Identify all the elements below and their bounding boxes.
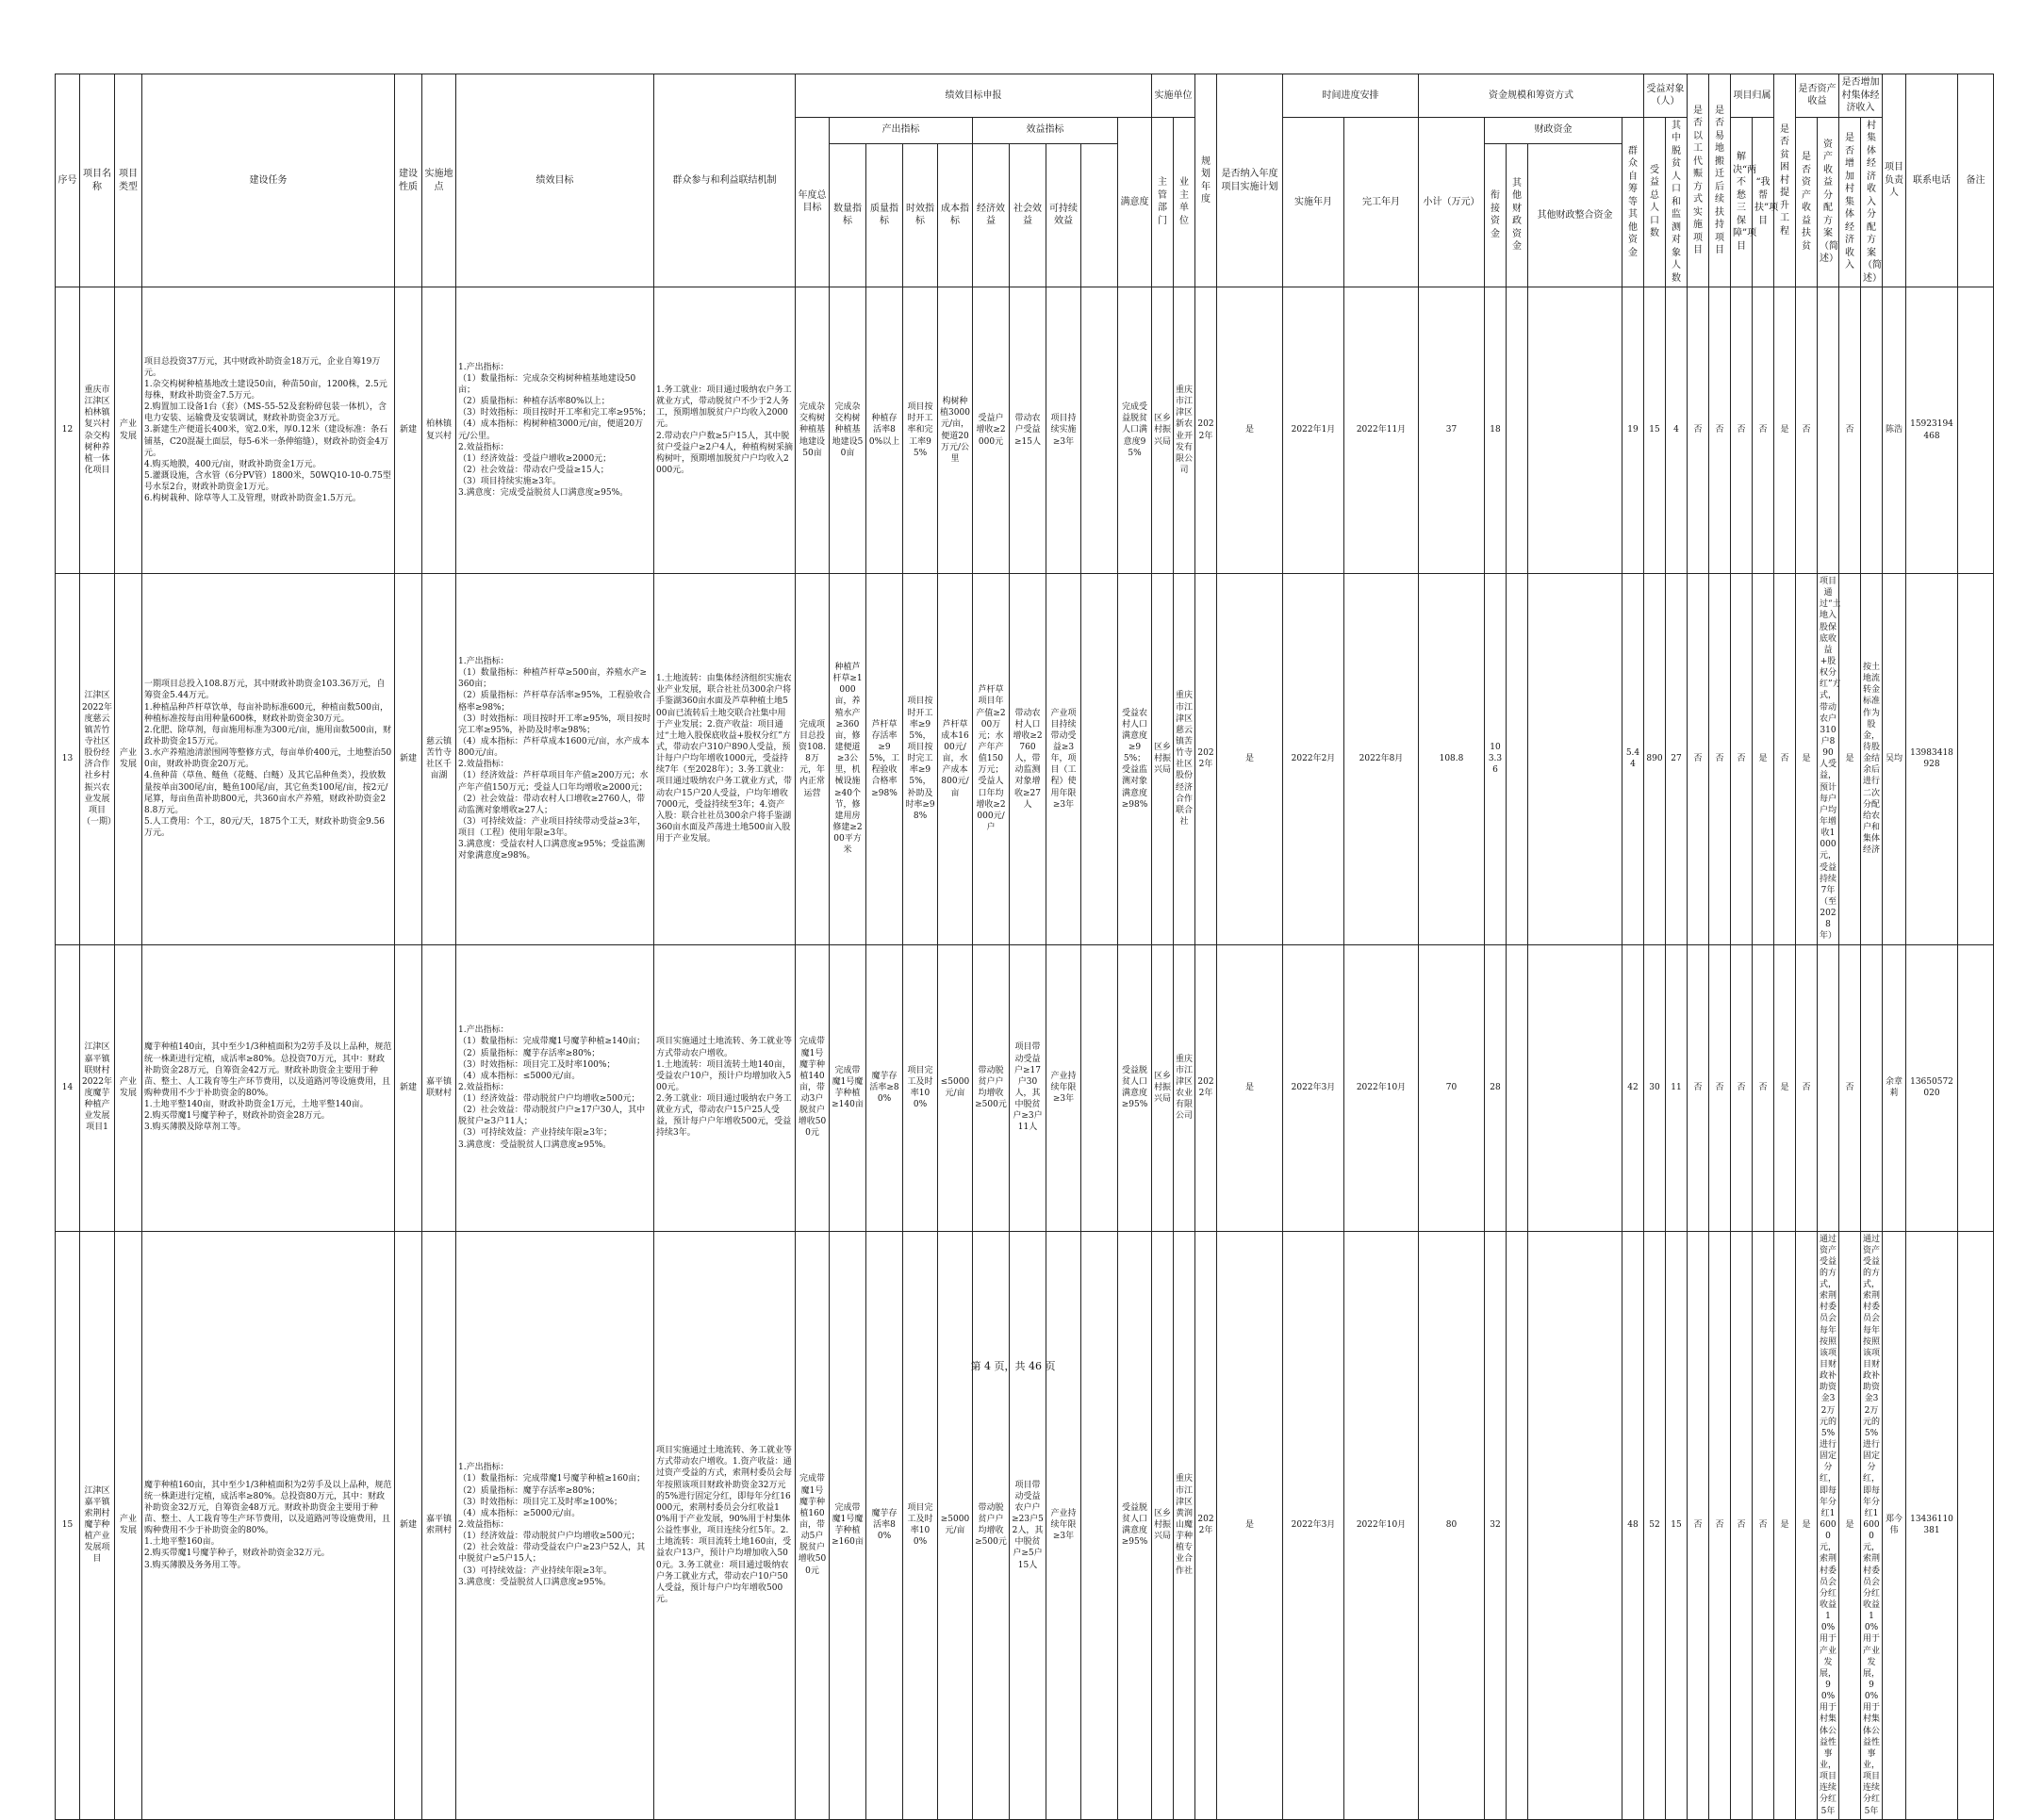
header-goal: 绩效目标 [456, 74, 654, 287]
cell-social: 项目带动受益户≥17户30人，其中脱贫户≥3户11人 [1010, 944, 1046, 1231]
cell-cost: ≤5000元/亩 [938, 944, 973, 1231]
cell-quality: 魔芋存活率80% [866, 1231, 903, 1819]
cell-goal: 1.产出指标： （1）数量指标：种植芦杆草≥500亩，养殖水产≥360亩； （2）质量指标：芦杆草存活率≥95%，工程验收合格率≥98%； （3）时效指标：项目按时开工率≥95%，项目按时完工率≥95%，补助及时率≥98%； （4）成本指标：芦杆草成本1600元/亩，水产成本800元/亩。 2.效益指标： （1）经济效益：芦杆草项目年产值≥200万元；水产年产值150万元；受益人口年均增收≥2000元； （2）社会效益：带动农村人口增收≥2760人，带动监测对象增收≥27人； （3）可持续效益：产业项目持续带动受益≥3年，项目（工程）使用年限≥3年。 3.满意度：受益农村人口满意度≥95%；受益监测对象满意度≥98%。 [456, 574, 654, 945]
table-row [56, 287, 1994, 574]
table-row [56, 574, 1994, 945]
cell-annual: 完成带魔1号魔芋种植140亩，带动3户脱贫户增收500元 [796, 944, 830, 1231]
cell-asset-dist: 通过资产受益的方式，索荆村委员会每年按照该项目财政补助资金32万元的5%进行固定分红，即每年分红16000元，索荆村委员会分红收益10%用于产业发展，90%用于村集体公益性事业，项目连续分红5年 [1818, 1231, 1839, 1819]
cell-is-relocation: 否 [1709, 1231, 1731, 1819]
cell-pairing: 否 [1753, 287, 1774, 574]
header-subtotal: 小计（万元） [1419, 117, 1485, 287]
header-owner: 业主单位 [1174, 117, 1195, 287]
cell-social: 项目带动受益农户户≥23户52人，其中脱贫户≥5户15人 [1010, 1231, 1046, 1819]
cell-time: 项目完工及时率100% [903, 1231, 938, 1819]
header-is-assets: 是否资产收益扶贫 [1796, 117, 1818, 287]
cell-is-collective: 是 [1839, 1231, 1861, 1819]
cell-sustain: 产业持续年限≥3年 [1046, 944, 1081, 1231]
cell-other-fiscal [1507, 287, 1528, 574]
header-start: 实施年月 [1283, 117, 1344, 287]
cell-benef-total: 15 [1644, 287, 1666, 574]
cell-remark [1958, 574, 1994, 945]
cell-leader: 吴均 [1883, 574, 1906, 945]
header-perf: 绩效目标申报 [796, 74, 1152, 118]
cell-owner: 重庆市江津区慈云镇苦竹寺社区股份经济合作联合社 [1174, 574, 1195, 945]
header-benefit: 效益指标 [973, 117, 1118, 143]
cell-end: 2022年8月 [1344, 574, 1419, 945]
cell-qty: 种植芦杆草≥1000亩，养殖水产≥360亩，修建便道≥3公里，机械设施≥40个节，修建用房修建≥200平方米 [830, 574, 866, 945]
cell-name: 江津区2022年度慈云镇苦竹寺社区股份经济合作社乡村振兴农业发展项目（一期） [80, 574, 115, 945]
header-site: 实施地点 [422, 74, 456, 287]
cell-annual: 完成项目总投资108.8万元，年内正常运营 [796, 574, 830, 945]
header-social: 社会效益 [1010, 143, 1046, 287]
cell-site: 慈云镇苦竹寺社区千亩湖 [422, 574, 456, 945]
cell-type: 产业发展 [115, 1231, 142, 1819]
cell-start: 2022年3月 [1283, 944, 1344, 1231]
cell-sustain: 产业项目持续带动受益≥3年，项目（工程）使用年限≥3年 [1046, 574, 1081, 945]
cell-satisfaction: 完成受益脱贫人口满意度95% [1118, 287, 1152, 574]
header-end: 完工年月 [1344, 117, 1419, 287]
cell-task: 魔芋种植140亩，其中至少1/3种植面积为2劳手及以上品种，规范统一株距进行定植，成活率≥80%。总投资70万元，其中：财政补助资金28万元，自筹资金42万元。财政补助资金主要用于种苗、整土、人工栽育等生产环节费用，以及道路河等设施费用，且购种费用不少于补助资金的80%。 1.土地平整140亩，财政补助资金1万元，土地平整140亩。 2.购买带魔1号魔芋种子，财政补助资金28万元。 3.购买薄膜及除草剂工等。 [142, 944, 395, 1231]
project-table [55, 74, 1994, 1820]
cell-self-raised: 5.44 [1622, 574, 1644, 945]
cell-nature: 新建 [395, 944, 422, 1231]
cell-sustain-x [1081, 1231, 1118, 1819]
cell-collective-plan [1861, 944, 1883, 1231]
cell-cost: ≥5000元/亩 [938, 1231, 973, 1819]
cell-satisfaction: 受益农村人口满意度≥95%；受益监测对象满意度≥98% [1118, 574, 1152, 945]
cell-annual: 完成杂交构树种植基地建设50亩 [796, 287, 830, 574]
cell-two-three: 否 [1731, 944, 1753, 1231]
header-pairing: “我帮扶”项目 [1753, 117, 1774, 287]
cell-annual: 完成带魔1号魔芋种植160亩，带动5户脱贫户增收500元 [796, 1231, 830, 1819]
header-qty: 数量指标 [830, 143, 866, 287]
cell-social: 带动农户受益≥15人 [1010, 287, 1046, 574]
cell-qty: 完成带魔1号魔芋种植≥160亩 [830, 1231, 866, 1819]
cell-task: 一期项目总投入108.8万元，其中财政补助资金103.36万元，自筹资金5.44万元。 1.种植品种芦杆草饮单，每亩补助标准600元，种植亩数500亩，种植标准按每亩用种量600株，财政补助资金30万元。 2.化肥、除草剂，每亩施用标准为300元/亩，施用亩数500亩，财政补助资金15万元。 3.水产养殖池清淤围网等整修方式，每亩单价400元，土地整治500亩，财政补助资金20万元。 4.鱼种苗（草鱼、鲢鱼（花鲢、白鲢）及其它品种鱼类），投放数量按单亩300尾/亩，鲢鱼100尾/亩，其它鱼类100尾/亩，按2元/尾算，每亩鱼苗补助800元，共360亩水产养殖，财政补助资金28.8万元。 5.人工费用：个工，80元/天，1875个工天，财政补助资金9.56万元。 [142, 574, 395, 945]
cell-quality: 种植存活率80%以上 [866, 287, 903, 574]
header-belong: 项目归属 [1731, 74, 1774, 118]
cell-start: 2022年1月 [1283, 287, 1344, 574]
header-econ: 经济效益 [973, 143, 1010, 287]
header-collective: 是否增加村集体经济收入 [1839, 74, 1883, 118]
cell-pairing: 否 [1753, 1231, 1774, 1819]
cell-benef-total: 52 [1644, 1231, 1666, 1819]
cell-plan-year: 2022年 [1195, 287, 1217, 574]
cell-other-fiscal [1507, 944, 1528, 1231]
cell-benef-poor: 15 [1666, 1231, 1688, 1819]
cell-end: 2022年10月 [1344, 944, 1419, 1231]
cell-cost: 芦杆草成本1600元/亩，水产成本800元/亩 [938, 574, 973, 945]
header-two-three: 解决“两不愁三保障”项目 [1731, 117, 1753, 287]
cell-dept: 区乡村振兴局 [1152, 1231, 1174, 1819]
cell-leader: 郑今伟 [1883, 1231, 1906, 1819]
cell-is-assets: 是 [1796, 1231, 1818, 1819]
header-sustain-extra [1081, 143, 1118, 287]
cell-asset-dist [1818, 287, 1839, 574]
header-consolidated: 其他财政整合资金 [1528, 143, 1622, 287]
cell-start: 2022年2月 [1283, 574, 1344, 945]
cell-mass: 1.土地流转：由集体经济组织实施农业产业发展，联合社社员300余户将手鉴湖360亩水面及芦草种植土地500亩已流转后土地交联合社集中用于产业发展；2.资产收益：项目通过“土地入股保底收益+股权分红”方式，带动农户310户890人受益，预计每户户均年增收1000元，受益持续7年（至2028年）；3.务工就业：项目通过吸纳农户务工就业方式，带动农户15户20人受益，户均年增收7000元，受益持续至3年；4.资产入股：联合社社员300余户将手鉴湖360亩水面及芦荡进土地500亩入股用于产业发展。 [654, 574, 796, 945]
cell-other-fiscal [1507, 1231, 1528, 1819]
header-time: 时效指标 [903, 143, 938, 287]
cell-two-three: 否 [1731, 287, 1753, 574]
cell-other-fiscal [1507, 574, 1528, 945]
cell-benef-poor: 27 [1666, 574, 1688, 945]
cell-nature: 新建 [395, 287, 422, 574]
cell-benef-poor: 11 [1666, 944, 1688, 1231]
cell-satisfaction: 受益脱贫人口满意度≥95% [1118, 1231, 1152, 1819]
header-poor-village: 是否贫困村提升工程 [1774, 74, 1796, 287]
header-type: 项目类型 [115, 74, 142, 287]
cell-econ: 带动脱贫户户均增收≥500元 [973, 1231, 1010, 1819]
cell-sustain: 项目持续实施≥3年 [1046, 287, 1081, 574]
cell-phone: 15923194468 [1906, 287, 1958, 574]
cell-two-three: 否 [1731, 1231, 1753, 1819]
header-in-plan: 是否纳入年度项目实施计划 [1217, 74, 1283, 287]
header-leader: 项目负责人 [1883, 74, 1906, 287]
cell-end: 2022年10月 [1344, 1231, 1419, 1819]
cell-remark [1958, 944, 1994, 1231]
cell-leader: 余章莉 [1883, 944, 1906, 1231]
header-satisfaction: 满意度 [1118, 117, 1152, 287]
cell-econ: 受益户增收≥2000元 [973, 287, 1010, 574]
cell-goal: 1.产出指标： （1）数量指标：完成带魔1号魔芋种植≥140亩； （2）质量指标：魔芋存活率≥80%； （3）时效指标：项目完工及时率100%； （4）成本指标：≤5000元/亩。 2.效益指标： （1）经济效益：带动脱贫户户均增收≥500元； （2）社会效益：带动脱贫户户≥17户30人，其中脱贫户≥3户11人； （3）可持续效益：产业持续年限≥3年； 3.满意度：受益脱贫人口满意度≥95%。 [456, 944, 654, 1231]
cell-time: 项目按时开工率≥95%，项目按时完工率≥95%，补助及时率≥98% [903, 574, 938, 945]
cell-self-raised: 42 [1622, 944, 1644, 1231]
cell-nature: 新建 [395, 1231, 422, 1819]
header-nature: 建设性质 [395, 74, 422, 287]
cell-qty: 完成带魔1号魔芋种植≥140亩 [830, 944, 866, 1231]
cell-type: 产业发展 [115, 944, 142, 1231]
cell-goal: 1.产出指标： （1）数量指标：完成杂交构树种植基地建设50亩； （2）质量指标：种植存活率80%以上； （3）时效指标：项目按时开工率和完工率≥95%； （4）成本指标：构树种植3000元/亩，便道20万元/公里。 2.效益指标： （1）经济效益：受益户增收≥2000元； （2）社会效益：带动农户受益≥15人； （3）项目持续实施≥3年。 3.满意度：完成受益脱贫人口满意度≥95%。 [456, 287, 654, 574]
header-impl-unit: 实施单位 [1152, 74, 1195, 118]
cell-is-assets: 是 [1796, 574, 1818, 945]
header-benef-poor: 其中脱贫人口和监测对象人数 [1666, 117, 1688, 287]
cell-in-plan: 是 [1217, 574, 1283, 945]
cell-pairing: 否 [1753, 944, 1774, 1231]
header-name: 项目名称 [80, 74, 115, 287]
cell-mass: 1.务工就业：项目通过吸纳农户务工就业方式，带动脱贫户不少于2人务工，预期增加脱贫户户均收入2000元。 2.带动农户户数≥5户15人，其中脱贫户受益户≥2户4人，种植构树采摘构树叶，预期增加脱贫户户均收入2000元。 [654, 287, 796, 574]
cell-collective-plan: 按土地流转金标准作为股金，待股金结余后进行二次分配给农户和集体经济 [1861, 574, 1883, 945]
header-schedule: 时间进度安排 [1283, 74, 1419, 118]
cell-leader: 陈浩 [1883, 287, 1906, 574]
cell-name: 江津区嘉平镇索荆村魔芋种植产业发展项目 [80, 1231, 115, 1819]
cell-is-collective: 否 [1839, 944, 1861, 1231]
cell-qty: 完成杂交构树种植基地建设50亩 [830, 287, 866, 574]
cell-benef-poor: 4 [1666, 287, 1688, 574]
cell-remark [1958, 1231, 1994, 1819]
cell-subtotal: 80 [1419, 1231, 1485, 1819]
cell-nature: 新建 [395, 574, 422, 945]
cell-owner: 重庆市江津区新农业开发有限公司 [1174, 287, 1195, 574]
cell-econ: 带动脱贫户户均增收≥500元 [973, 944, 1010, 1231]
cell-asset-dist [1818, 944, 1839, 1231]
cell-mass: 项目实施通过土地流转、务工就业等方式带动农户增收。1.资产收益：通过资产受益的方式，索荆村委员会每年按照该项目财政补助资金32万元的5%进行固定分红，即每年分红16000元，索荆村委员会分红收益10%用于产业发展，90%用于村集体公益性事业，项目连续分红5年。2.土地流转：项目流转土地160亩，受益农户13户，预计户均增加收入500元。3.务工就业：项目通过吸纳农户务工就业方式，带动农户10户50人受益，预计每户户均年增收500元。 [654, 1231, 796, 1819]
cell-is-workrelief: 否 [1688, 944, 1709, 1231]
table-row [56, 944, 1994, 1231]
cell-site: 嘉平镇联财村 [422, 944, 456, 1231]
cell-satisfaction: 受益脱贫人口满意度≥95% [1118, 944, 1152, 1231]
table-row [56, 1231, 1994, 1819]
cell-time: 项目按时开工率和完工率95% [903, 287, 938, 574]
table-body [56, 287, 1994, 1820]
header-fiscal: 财政资金 [1485, 117, 1622, 143]
cell-phone: 13436110381 [1906, 1231, 1958, 1819]
cell-subtotal: 108.8 [1419, 574, 1485, 945]
cell-sustain: 产业持续年限≥3年 [1046, 1231, 1081, 1819]
cell-is-relocation: 否 [1709, 574, 1731, 945]
cell-consolidated [1528, 574, 1622, 945]
header-direct: 衔接资金 [1485, 143, 1507, 287]
cell-seq: 14 [56, 944, 80, 1231]
cell-phone: 13650572020 [1906, 944, 1958, 1231]
cell-benef-total: 30 [1644, 944, 1666, 1231]
page-footer: 第 4 页，共 46 页 [970, 1360, 1056, 1372]
cell-is-collective: 否 [1839, 287, 1861, 574]
cell-name: 重庆市江津区柏林镇复兴村杂交构树种养植一体化项目 [80, 287, 115, 574]
cell-consolidated [1528, 1231, 1622, 1819]
cell-is-relocation: 否 [1709, 287, 1731, 574]
header-is-collective: 是否增加村集体经济收入 [1839, 117, 1861, 287]
header-sustain: 可持续效益 [1046, 143, 1081, 287]
cell-dept: 区乡村振兴局 [1152, 287, 1174, 574]
cell-consolidated [1528, 287, 1622, 574]
cell-in-plan: 是 [1217, 944, 1283, 1231]
cell-poor-village: 是 [1774, 944, 1796, 1231]
header-quality: 质量指标 [866, 143, 903, 287]
cell-task: 项目总投资37万元，其中财政补助资金18万元，企业自筹19万元。 1.杂交构树种植基地改土建设50亩，种苗50亩，1200株，2.5元每株，财政补助资金7.5万元。 2.购置加工设备1台（套）（MS-55-52及套粉碎包装一体机），含电力安装、运输费及安装调试，财政补助资金3万元。 3.新建生产便道长400米，宽2.0米，厚0.12米（建设标准：条石铺基，C20混凝土面层，每5-6米一条伸缩缝），财政补助资金4万元。 4.购买地膜，400元/亩，财政补助资金1万元。 5.灌溉设施，含水管（6分PV管）1800米，50WQ10-10-0.75型号水泵2台，财政补助资金1万元。 6.构树栽种、除草等人工及管理，财政补助资金1.5万元。 [142, 287, 395, 574]
cell-is-workrelief: 否 [1688, 1231, 1709, 1819]
cell-remark [1958, 287, 1994, 574]
cell-econ: 芦杆草项目年产值≥200万元；水产年产值150万元；受益人口年均增收≥2000元/户 [973, 574, 1010, 945]
cell-plan-year: 2022年 [1195, 574, 1217, 945]
header-plan-year: 规划年度 [1195, 74, 1217, 287]
cell-seq: 13 [56, 574, 80, 945]
header-funds: 资金规模和筹资方式 [1419, 74, 1644, 118]
header-asset-dist: 资产收益分配方案（简述） [1818, 117, 1839, 287]
cell-type: 产业发展 [115, 574, 142, 945]
header-mass: 群众参与和利益联结机制 [654, 74, 796, 287]
header-self-raised: 群众自筹等其他资金 [1622, 117, 1644, 287]
cell-sustain-x [1081, 944, 1118, 1231]
header-collective-plan: 村集体经济收入分配方案（简述） [1861, 117, 1883, 287]
cell-pairing: 是 [1753, 574, 1774, 945]
cell-poor-village: 否 [1774, 574, 1796, 945]
cell-is-workrelief: 否 [1688, 287, 1709, 574]
cell-dept: 区乡村振兴局 [1152, 574, 1174, 945]
cell-cost: 构树种植3000元/亩，便道20万元/公里 [938, 287, 973, 574]
cell-end: 2022年11月 [1344, 287, 1419, 574]
cell-is-assets: 否 [1796, 287, 1818, 574]
cell-self-raised: 19 [1622, 287, 1644, 574]
cell-name: 江津区嘉平镇联财村2022年度魔芋种植产业发展项目1 [80, 944, 115, 1231]
cell-poor-village: 是 [1774, 287, 1796, 574]
cell-collective-plan: 通过资产受益的方式，索荆村委员会每年按照该项目财政补助资金32万元的5%进行固定分红，即每年分红16000元，索荆村委员会分红收益10%用于产业发展，90%用于村集体公益性事业，项目连续分红5年 [1861, 1231, 1883, 1819]
header-other-fiscal: 其他财政资金 [1507, 143, 1528, 287]
header-is-relocation: 是否易地搬迁后续扶持项目 [1709, 74, 1731, 287]
header-dept: 主管部门 [1152, 117, 1174, 287]
cell-dept: 区乡村振兴局 [1152, 944, 1174, 1231]
header-benef-total: 受益总人口数 [1644, 117, 1666, 287]
cell-poor-village: 是 [1774, 1231, 1796, 1819]
cell-asset-dist: 项目通过“土地入股保底收益+股权分红”方式，带动农户310户890人受益，预计每户户均年增收1000元，受益持续7年（至2028年） [1818, 574, 1839, 945]
cell-sustain-x [1081, 574, 1118, 945]
header-seq: 序号 [56, 74, 80, 287]
cell-direct: 103.36 [1485, 574, 1507, 945]
cell-site: 嘉平镇索荆村 [422, 1231, 456, 1819]
header-assets: 是否资产收益 [1796, 74, 1839, 118]
cell-two-three: 否 [1731, 574, 1753, 945]
cell-direct: 28 [1485, 944, 1507, 1231]
cell-owner: 重庆市江津区黄润山魔芋种植专业合作社 [1174, 1231, 1195, 1819]
cell-owner: 重庆市江津区农业有限公司 [1174, 944, 1195, 1231]
cell-in-plan: 是 [1217, 1231, 1283, 1819]
cell-sustain-x [1081, 287, 1118, 574]
cell-plan-year: 2022年 [1195, 944, 1217, 1231]
cell-task: 魔芋种植160亩，其中至少1/3种植面积为2劳手及以上品种，规范统一株距进行定植，成活率≥80%。总投资80万元，其中：财政补助资金32万元，自筹资金48万元。财政补助资金主要用于种苗、整土、人工栽育等生产环节费用，以及道路河等设施费用，且购种费用不少于补助资金的80%。 1.土地平整160亩。 2.购买带魔1号魔芋种子，财政补助资金32万元。 3.购买薄膜及务务用工等。 [142, 1231, 395, 1819]
cell-is-assets: 否 [1796, 944, 1818, 1231]
cell-type: 产业发展 [115, 287, 142, 574]
cell-benef-total: 890 [1644, 574, 1666, 945]
cell-seq: 12 [56, 287, 80, 574]
cell-consolidated [1528, 944, 1622, 1231]
cell-social: 带动农村人口增收≥2760人，带动监测对象增收≥27人 [1010, 574, 1046, 945]
cell-site: 柏林镇复兴村 [422, 287, 456, 574]
header-is-workrelief: 是否以工代赈方式实施项目 [1688, 74, 1709, 287]
cell-start: 2022年3月 [1283, 1231, 1344, 1819]
cell-collective-plan [1861, 287, 1883, 574]
cell-quality: 芦杆草存活率≥95%，工程验收合格率≥98% [866, 574, 903, 945]
cell-plan-year: 2022年 [1195, 1231, 1217, 1819]
cell-subtotal: 37 [1419, 287, 1485, 574]
cell-self-raised: 48 [1622, 1231, 1644, 1819]
cell-is-workrelief: 否 [1688, 574, 1709, 945]
header-phone: 联系电话 [1906, 74, 1958, 287]
cell-in-plan: 是 [1217, 287, 1283, 574]
cell-is-relocation: 否 [1709, 944, 1731, 1231]
cell-phone: 13983418928 [1906, 574, 1958, 945]
cell-goal: 1.产出指标： （1）数量指标：完成带魔1号魔芋种植≥160亩； （2）质量指标：魔芋存活率≥80%； （3）时效指标：项目完工及时率≥100%； （4）成本指标：≥5000元/亩。 2.效益指标： （1）经济效益：带动脱贫户户均增收≥500元； （2）社会效益：带动受益农户户≥23户52人，其中脱贫户≥5户15人； （3）可持续效益：产业持续年限≥3年。 3.满意度：受益脱贫人口满意度≥95%。 [456, 1231, 654, 1819]
header-annual: 年度总目标 [796, 117, 830, 287]
cell-quality: 魔芋存活率≥80% [866, 944, 903, 1231]
cell-direct: 18 [1485, 287, 1507, 574]
cell-subtotal: 70 [1419, 944, 1485, 1231]
cell-mass: 项目实施通过土地流转、务工就业等方式带动农户增收。 1.土地流转：项目流转土地140亩，受益农户10户，预计户均增加收入500元。 2.务工就业：项目通过吸纳农户务工就业方式，带动农户15户25人受益，预计每户户年增收500元，受益持续3年。 [654, 944, 796, 1231]
cell-is-collective: 是 [1839, 574, 1861, 945]
header-task: 建设任务 [142, 74, 395, 287]
header-remark: 备注 [1958, 74, 1994, 287]
cell-time: 项目完工及时率100% [903, 944, 938, 1231]
header-beneficiaries: 受益对象（人） [1644, 74, 1688, 118]
cell-seq: 15 [56, 1231, 80, 1819]
cell-direct: 32 [1485, 1231, 1507, 1819]
header-cost: 成本指标 [938, 143, 973, 287]
header-output: 产出指标 [830, 117, 973, 143]
